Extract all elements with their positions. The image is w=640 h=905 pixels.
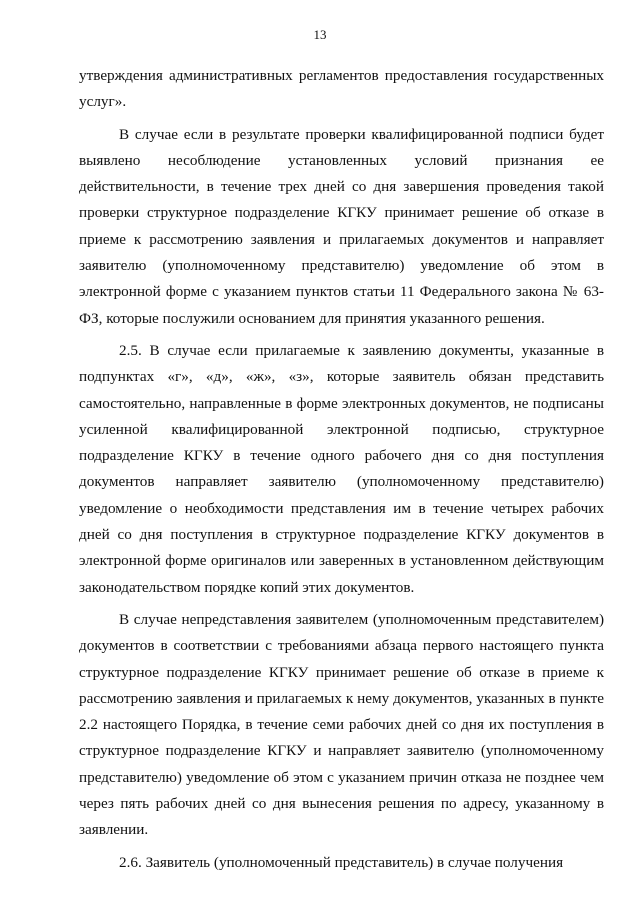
paragraph-signature-check: В случае если в результате проверки квалифицированной подписи будет выявлено несоблюдение установленных условий признания ее действительности, в течение трех дней со дня завершения проведения такой проверки структурное подразделение КГКУ принимает решение об отказе в приеме к рассмотрению заявления и прилагаемых документов и направляет заявителю (уполномоченному представителю) уведомление об этом в электронной форме с указанием пунктов статьи 11 Федерального закона № 63-ФЗ, которые послужили основанием для принятия указанного решения.	[79, 125, 604, 327]
paragraph-non-submission: В случае непредставления заявителем (уполномоченным представителем) документов в соответствии с требованиями абзаца первого настоящего пункта структурное подразделение КГКУ принимает решение об отказе в приеме к рассмотрению заявления и прилагаемых к нему документов, указанных в пункте 2.2 настоящего Порядка, в течение семи рабочих дней со дня их поступления в структурное подразделение КГКУ и направляет заявителю (уполномоченному представителю) уведомление об этом с указанием причин отказа не позднее чем через пять рабочих дней со дня вынесения решения по адресу, указанному в заявлении.	[79, 610, 604, 839]
paragraph-2-6: 2.6. Заявитель (уполномоченный представитель) в случае получения	[119, 853, 564, 871]
paragraph-2-5: 2.5. В случае если прилагаемые к заявлению документы, указанные в подпунктах «г», «д», «ж», «з», которые заявитель обязан представить самостоятельно, направленные в форме электронных документов, не подписаны усиленной квалифицированной электронной подписью, структурное подразделение КГКУ в течение одного рабочего дня со дня поступления документов направляет заявителю (уполномоченному представителю) уведомление о необходимости представления им в течение четырех рабочих дней со дня поступления в структурное подразделение КГКУ документов в электронной форме оригиналов или заверенных в установленном действующим законодательством порядке копий этих документов.	[79, 341, 604, 596]
document-body	[79, 63, 604, 876]
page-number: 13	[313, 27, 327, 42]
paragraph-continuation: утверждения административных регламентов предоставления государственных услуг».	[79, 67, 604, 111]
